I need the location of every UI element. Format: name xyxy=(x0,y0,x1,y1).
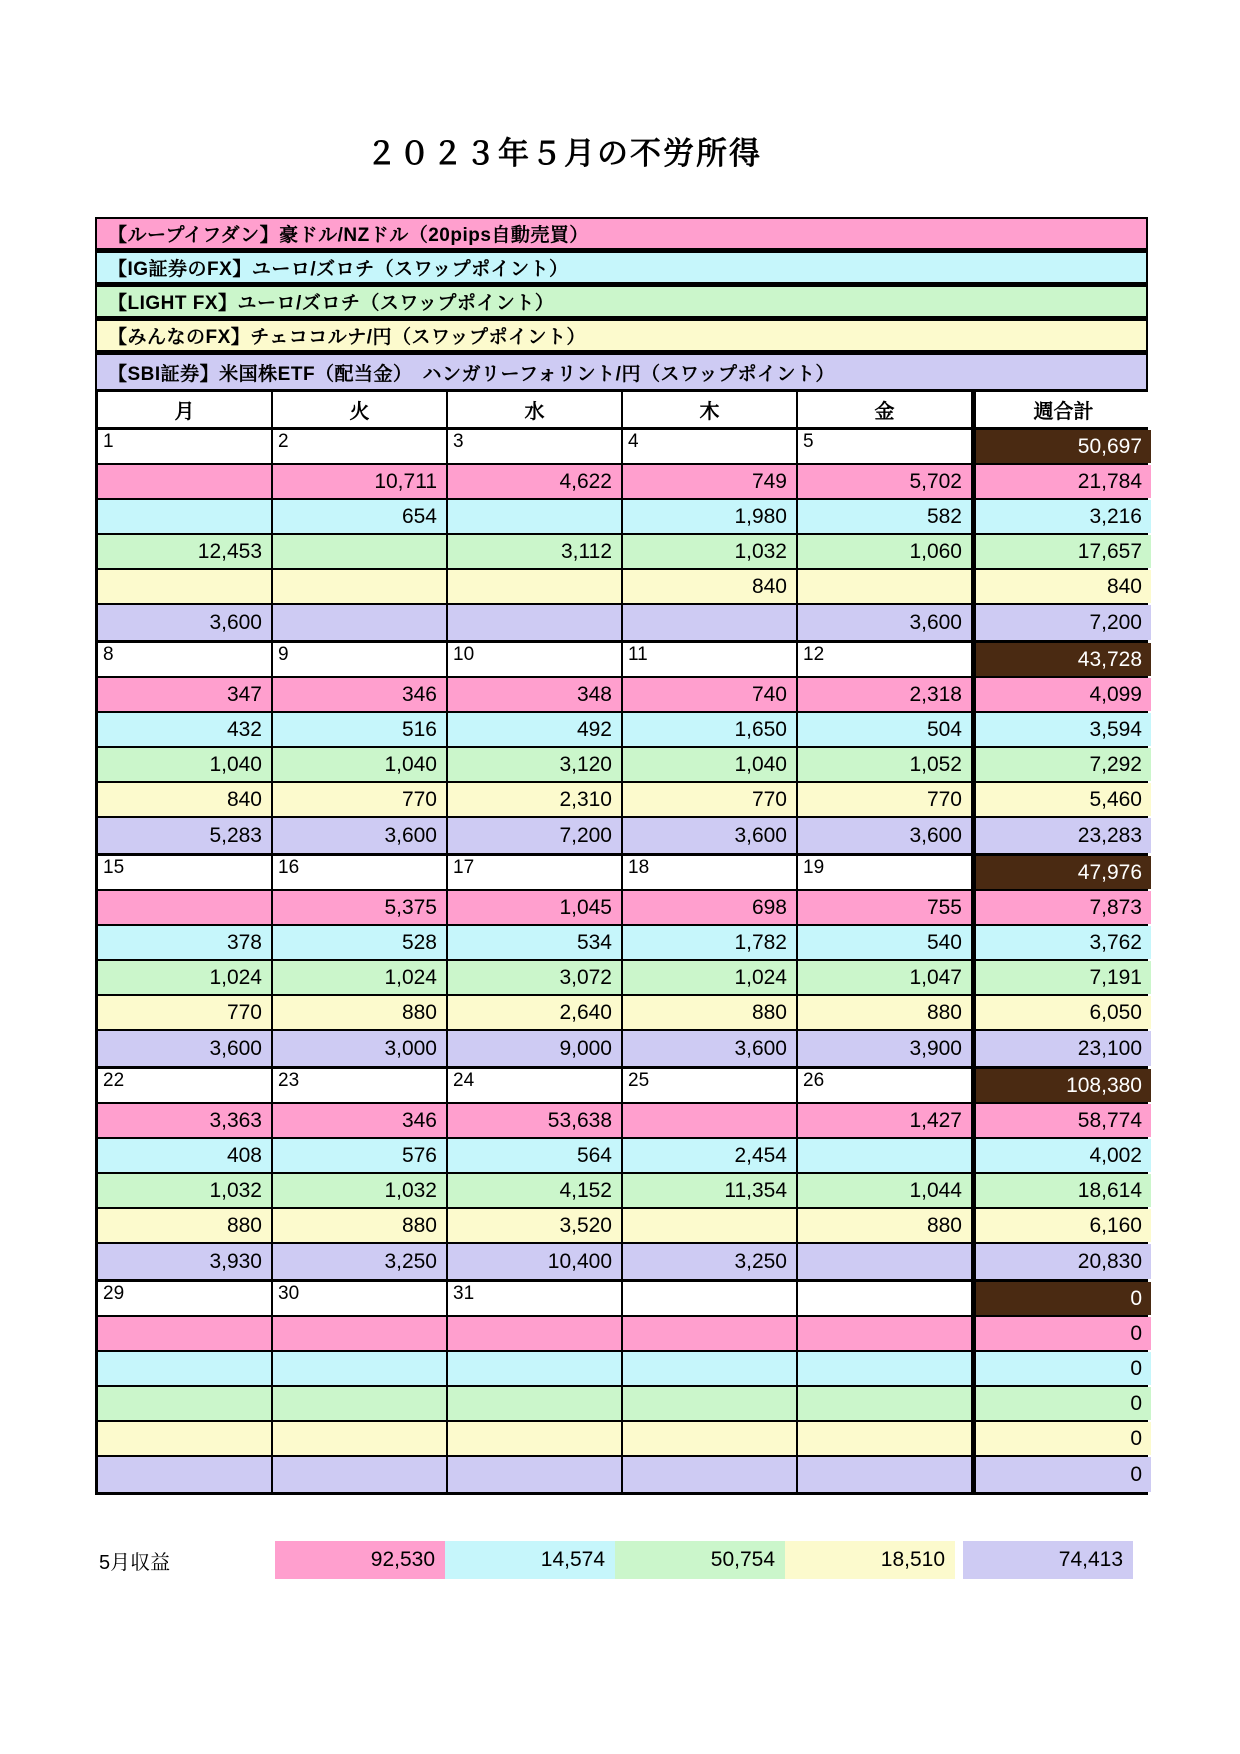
income-cell: 1,044 xyxy=(798,1174,973,1207)
monthly-total-cell-4: 18,510 xyxy=(785,1541,955,1579)
income-cell: 3,112 xyxy=(448,535,623,568)
row-week-total-cell: 58,774 xyxy=(973,1104,1151,1137)
row-week-total-cell: 21,784 xyxy=(973,465,1151,498)
day-cell xyxy=(798,1282,973,1315)
row-week-total-cell: 3,216 xyxy=(973,500,1151,533)
income-cell xyxy=(273,570,448,603)
income-cell: 7,200 xyxy=(448,818,623,853)
income-cell: 1,782 xyxy=(623,926,798,959)
income-cell xyxy=(798,1387,973,1420)
day-cell: 26 xyxy=(798,1069,973,1102)
week-block-1 xyxy=(98,427,1145,640)
day-cell: 3 xyxy=(448,430,623,463)
row-week-total-cell: 840 xyxy=(973,570,1151,603)
income-cell xyxy=(448,1387,623,1420)
income-cell: 770 xyxy=(98,996,273,1029)
income-cell: 1,045 xyxy=(448,891,623,924)
income-cell xyxy=(273,1422,448,1455)
income-cell: 880 xyxy=(798,996,973,1029)
week-block-3 xyxy=(98,853,1145,1066)
income-cell xyxy=(98,891,273,924)
week-block-2 xyxy=(98,640,1145,853)
row-week-total-cell: 7,200 xyxy=(973,605,1151,640)
monthly-total-cell-1: 92,530 xyxy=(275,1541,445,1579)
income-cell: 516 xyxy=(273,713,448,746)
income-cell: 2,454 xyxy=(623,1139,798,1172)
income-cell: 432 xyxy=(98,713,273,746)
row-week-total-cell: 4,099 xyxy=(973,678,1151,711)
day-number-row xyxy=(98,1069,1145,1104)
income-cell: 3,120 xyxy=(448,748,623,781)
row-week-total-cell: 17,657 xyxy=(973,535,1151,568)
calendar-header-row xyxy=(98,392,1145,427)
day-cell xyxy=(623,1282,798,1315)
income-cell: 770 xyxy=(273,783,448,816)
income-row-2 xyxy=(98,713,1145,748)
income-cell: 346 xyxy=(273,678,448,711)
day-cell: 1 xyxy=(98,430,273,463)
income-cell xyxy=(448,1457,623,1492)
income-cell: 1,650 xyxy=(623,713,798,746)
legend-label: 【みんなのFX】チェココルナ/円（スワップポイント） xyxy=(108,327,587,348)
income-cell xyxy=(98,500,273,533)
day-cell: 18 xyxy=(623,856,798,889)
legend-row-5 xyxy=(97,355,1146,389)
income-cell: 346 xyxy=(273,1104,448,1137)
day-cell: 24 xyxy=(448,1069,623,1102)
income-cell: 3,250 xyxy=(273,1244,448,1279)
income-row-3 xyxy=(98,1174,1145,1209)
column-header-1: 月 xyxy=(98,392,273,427)
monthly-total-cell-5: 74,413 xyxy=(963,1541,1133,1579)
income-cell: 348 xyxy=(448,678,623,711)
income-cell xyxy=(98,465,273,498)
calendar-weeks xyxy=(98,427,1145,1492)
income-cell: 3,600 xyxy=(623,1031,798,1066)
income-cell: 698 xyxy=(623,891,798,924)
income-cell: 3,363 xyxy=(98,1104,273,1137)
income-cell: 2,640 xyxy=(448,996,623,1029)
income-cell: 53,638 xyxy=(448,1104,623,1137)
income-cell: 1,024 xyxy=(623,961,798,994)
income-cell: 880 xyxy=(98,1209,273,1242)
day-cell: 19 xyxy=(798,856,973,889)
income-cell: 880 xyxy=(798,1209,973,1242)
income-row-5 xyxy=(98,1457,1145,1492)
income-cell: 3,250 xyxy=(623,1244,798,1279)
income-cell: 740 xyxy=(623,678,798,711)
income-cell: 4,622 xyxy=(448,465,623,498)
income-cell: 1,980 xyxy=(623,500,798,533)
day-cell: 5 xyxy=(798,430,973,463)
income-cell xyxy=(623,1422,798,1455)
income-cell: 840 xyxy=(623,570,798,603)
legend-row-1 xyxy=(97,219,1146,253)
income-cell: 3,600 xyxy=(623,818,798,853)
income-cell: 3,072 xyxy=(448,961,623,994)
income-cell xyxy=(448,1317,623,1350)
row-week-total-cell: 18,614 xyxy=(973,1174,1151,1207)
row-week-total-cell: 7,873 xyxy=(973,891,1151,924)
income-cell: 540 xyxy=(798,926,973,959)
column-header-5: 金 xyxy=(798,392,973,427)
day-cell: 10 xyxy=(448,643,623,676)
day-cell: 4 xyxy=(623,430,798,463)
row-week-total-cell: 3,762 xyxy=(973,926,1151,959)
day-cell: 29 xyxy=(98,1282,273,1315)
income-source-legend xyxy=(95,217,1148,389)
income-cell: 1,040 xyxy=(98,748,273,781)
income-cell xyxy=(798,1457,973,1492)
income-cell xyxy=(448,605,623,640)
income-cell: 4,152 xyxy=(448,1174,623,1207)
income-cell: 2,310 xyxy=(448,783,623,816)
income-cell xyxy=(623,1352,798,1385)
income-row-1 xyxy=(98,1104,1145,1139)
day-cell: 22 xyxy=(98,1069,273,1102)
day-cell: 25 xyxy=(623,1069,798,1102)
week-total-cell: 47,976 xyxy=(973,856,1151,889)
income-row-3 xyxy=(98,535,1145,570)
row-week-total-cell: 20,830 xyxy=(973,1244,1151,1279)
income-cell: 5,702 xyxy=(798,465,973,498)
row-week-total-cell: 7,292 xyxy=(973,748,1151,781)
income-cell xyxy=(98,1422,273,1455)
income-cell: 12,453 xyxy=(98,535,273,568)
income-cell xyxy=(623,1209,798,1242)
legend-label: 【ループイフダン】豪ドル/NZドル（20pips自動売買） xyxy=(108,225,589,246)
week-block-5 xyxy=(98,1279,1145,1492)
income-row-4 xyxy=(98,996,1145,1031)
income-cell: 755 xyxy=(798,891,973,924)
week-total-cell: 108,380 xyxy=(973,1069,1151,1102)
income-cell xyxy=(273,535,448,568)
income-cell xyxy=(448,1422,623,1455)
row-week-total-cell: 0 xyxy=(973,1422,1151,1455)
row-week-total-cell: 7,191 xyxy=(973,961,1151,994)
column-header-3: 水 xyxy=(448,392,623,427)
row-week-total-cell: 23,283 xyxy=(973,818,1151,853)
monthly-total-cells xyxy=(275,1541,1133,1579)
income-cell: 1,032 xyxy=(273,1174,448,1207)
income-cell: 1,040 xyxy=(273,748,448,781)
day-number-row xyxy=(98,643,1145,678)
row-week-total-cell: 0 xyxy=(973,1352,1151,1385)
day-cell: 9 xyxy=(273,643,448,676)
income-cell: 880 xyxy=(273,996,448,1029)
income-cell: 3,600 xyxy=(798,605,973,640)
income-cell: 1,024 xyxy=(98,961,273,994)
income-cell xyxy=(798,1352,973,1385)
week-total-cell: 43,728 xyxy=(973,643,1151,676)
income-row-2 xyxy=(98,500,1145,535)
income-cell xyxy=(98,1387,273,1420)
row-week-total-cell: 0 xyxy=(973,1387,1151,1420)
income-cell xyxy=(98,570,273,603)
income-cell: 1,032 xyxy=(98,1174,273,1207)
income-row-5 xyxy=(98,818,1145,853)
income-cell xyxy=(798,1317,973,1350)
income-cell: 1,047 xyxy=(798,961,973,994)
row-week-total-cell: 3,594 xyxy=(973,713,1151,746)
day-cell: 2 xyxy=(273,430,448,463)
income-cell: 492 xyxy=(448,713,623,746)
day-cell: 31 xyxy=(448,1282,623,1315)
income-cell: 534 xyxy=(448,926,623,959)
income-cell: 3,600 xyxy=(798,818,973,853)
income-cell: 3,930 xyxy=(98,1244,273,1279)
page-title: ２０２３年５月の不労所得 xyxy=(366,136,762,171)
income-row-3 xyxy=(98,1387,1145,1422)
income-cell: 880 xyxy=(273,1209,448,1242)
income-calendar-table xyxy=(95,389,1148,1495)
week-block-4 xyxy=(98,1066,1145,1279)
income-cell xyxy=(273,1457,448,1492)
income-row-2 xyxy=(98,1352,1145,1387)
income-cell: 2,318 xyxy=(798,678,973,711)
income-cell xyxy=(798,1422,973,1455)
income-cell xyxy=(98,1317,273,1350)
income-cell: 10,711 xyxy=(273,465,448,498)
week-total-cell: 0 xyxy=(973,1282,1151,1315)
income-row-1 xyxy=(98,465,1145,500)
legend-row-4 xyxy=(97,321,1146,355)
income-cell: 749 xyxy=(623,465,798,498)
day-cell: 12 xyxy=(798,643,973,676)
income-row-1 xyxy=(98,891,1145,926)
income-row-4 xyxy=(98,1209,1145,1244)
day-cell: 30 xyxy=(273,1282,448,1315)
income-cell: 1,040 xyxy=(623,748,798,781)
income-cell: 3,600 xyxy=(98,605,273,640)
monthly-summary-row xyxy=(95,1541,1148,1579)
income-cell xyxy=(623,1317,798,1350)
income-cell: 1,032 xyxy=(623,535,798,568)
income-row-4 xyxy=(98,783,1145,818)
income-cell: 5,375 xyxy=(273,891,448,924)
income-cell: 9,000 xyxy=(448,1031,623,1066)
row-week-total-cell: 4,002 xyxy=(973,1139,1151,1172)
legend-label: 【IG証券のFX】ユーロ/ズロチ（スワップポイント） xyxy=(108,259,569,280)
row-week-total-cell: 5,460 xyxy=(973,783,1151,816)
income-cell: 5,283 xyxy=(98,818,273,853)
income-cell: 10,400 xyxy=(448,1244,623,1279)
legend-row-2 xyxy=(97,253,1146,287)
income-cell: 3,600 xyxy=(98,1031,273,1066)
income-row-4 xyxy=(98,570,1145,605)
day-cell: 11 xyxy=(623,643,798,676)
income-cell: 11,354 xyxy=(623,1174,798,1207)
legend-label: 【LIGHT FX】ユーロ/ズロチ（スワップポイント） xyxy=(108,293,555,314)
income-cell: 1,024 xyxy=(273,961,448,994)
income-cell: 1,052 xyxy=(798,748,973,781)
income-cell xyxy=(623,1457,798,1492)
income-cell xyxy=(98,1457,273,1492)
income-cell: 528 xyxy=(273,926,448,959)
income-cell xyxy=(623,1104,798,1137)
spreadsheet-page xyxy=(95,0,1148,1579)
day-number-row xyxy=(98,1282,1145,1317)
income-cell xyxy=(273,1387,448,1420)
day-cell: 23 xyxy=(273,1069,448,1102)
row-week-total-cell: 0 xyxy=(973,1317,1151,1350)
income-row-2 xyxy=(98,926,1145,961)
income-cell xyxy=(798,1244,973,1279)
income-cell xyxy=(798,570,973,603)
income-cell: 770 xyxy=(798,783,973,816)
day-cell: 17 xyxy=(448,856,623,889)
day-cell: 15 xyxy=(98,856,273,889)
row-week-total-cell: 0 xyxy=(973,1457,1151,1492)
legend-label: 【SBI証券】米国株ETF（配当金） ハンガリーフォリント/円（スワップポイント） xyxy=(108,363,835,385)
day-cell: 8 xyxy=(98,643,273,676)
income-cell xyxy=(273,605,448,640)
income-row-5 xyxy=(98,1244,1145,1279)
day-number-row xyxy=(98,856,1145,891)
income-cell: 840 xyxy=(98,783,273,816)
income-cell: 564 xyxy=(448,1139,623,1172)
income-cell: 347 xyxy=(98,678,273,711)
column-header-2: 火 xyxy=(273,392,448,427)
income-cell xyxy=(448,500,623,533)
income-cell xyxy=(448,570,623,603)
income-cell: 3,520 xyxy=(448,1209,623,1242)
income-row-1 xyxy=(98,678,1145,713)
column-header-4: 木 xyxy=(623,392,798,427)
income-cell: 3,600 xyxy=(273,818,448,853)
income-cell xyxy=(98,1352,273,1385)
legend-row-3 xyxy=(97,287,1146,321)
day-cell: 16 xyxy=(273,856,448,889)
income-cell: 770 xyxy=(623,783,798,816)
income-cell: 1,427 xyxy=(798,1104,973,1137)
income-cell xyxy=(798,1139,973,1172)
income-row-2 xyxy=(98,1139,1145,1174)
income-cell xyxy=(623,1387,798,1420)
week-total-cell: 50,697 xyxy=(973,430,1151,463)
income-cell: 576 xyxy=(273,1139,448,1172)
income-cell: 1,060 xyxy=(798,535,973,568)
monthly-total-cell-3: 50,754 xyxy=(615,1541,785,1579)
income-row-4 xyxy=(98,1422,1145,1457)
income-cell: 378 xyxy=(98,926,273,959)
income-row-5 xyxy=(98,1031,1145,1066)
income-cell xyxy=(448,1352,623,1385)
income-cell: 880 xyxy=(623,996,798,1029)
income-cell xyxy=(623,605,798,640)
row-week-total-cell: 23,100 xyxy=(973,1031,1151,1066)
income-row-3 xyxy=(98,961,1145,996)
income-cell xyxy=(273,1352,448,1385)
income-cell: 582 xyxy=(798,500,973,533)
column-header-6: 週合計 xyxy=(973,392,1151,427)
income-cell: 408 xyxy=(98,1139,273,1172)
income-cell xyxy=(273,1317,448,1350)
income-cell: 504 xyxy=(798,713,973,746)
monthly-total-label: 5月収益 xyxy=(99,1551,171,1574)
day-number-row xyxy=(98,430,1145,465)
row-week-total-cell: 6,160 xyxy=(973,1209,1151,1242)
income-row-3 xyxy=(98,748,1145,783)
income-row-1 xyxy=(98,1317,1145,1352)
income-row-5 xyxy=(98,605,1145,640)
row-week-total-cell: 6,050 xyxy=(973,996,1151,1029)
monthly-total-cell-2: 14,574 xyxy=(445,1541,615,1579)
income-cell: 654 xyxy=(273,500,448,533)
income-cell: 3,000 xyxy=(273,1031,448,1066)
income-cell: 3,900 xyxy=(798,1031,973,1066)
